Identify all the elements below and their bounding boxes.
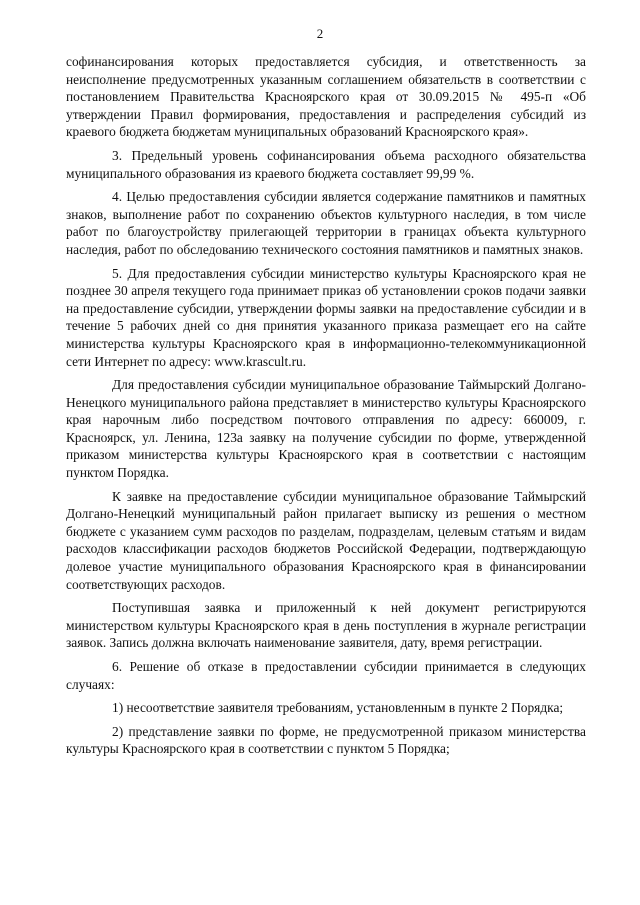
paragraph-4-subsidy-purpose: 4. Целью предоставления субсидии является содержание памятников и памятных знаков, выполнение работ по сохранению объектов культурного наследия, в том числе работ по благоустройству прилегающей территории в границах объекта культурного наследия, работ по обследованию технического состояния памятников и памятных знаков. <box>66 189 586 257</box>
paragraph-registration: Поступившая заявка и приложенный к ней документ регистрируются министерством культуры Красноярского края в день поступления в журнале регистрации заявок. Запись должна включать наименование заявителя, дату, время регистрации. <box>66 600 586 651</box>
paragraph-5-order-deadline: 5. Для предоставления субсидии министерство культуры Красноярского края не позднее 30 апреля текущего года принимает приказ об установлении сроков подачи заявки на предоставление субсидии, утверждении формы заявки на предоставление субсидии и в течение 5 рабочих дней со дня принятия указанного приказа размещает его на сайте министерства культуры Красноярского края в информационно-телекоммуникационной сети Интернет по адресу: www.krascult.ru. <box>66 265 586 369</box>
paragraph-cofinancing-continuation: софинансирования которых предоставляется субсидия, и ответственность за неисполнение предусмотренных указанным соглашением обязательств в соответствии с постановлением Правительства Красноярского края от 30.09.2015 № 495-п «Об утверждении Правил формирования, предоставления и распределения субсидий из краевого бюджета бюджетам муниципальных образований Красноярского края». <box>66 54 586 140</box>
list-item-refusal-2: 2) представление заявки по форме, не предусмотренной приказом министерства культуры Красноярского края в соответствии с пунктом 5 Порядка; <box>66 723 586 757</box>
list-item-refusal-1: 1) несоответствие заявителя требованиям, установленным в пункте 2 Порядка; <box>112 700 564 716</box>
page-number: 2 <box>316 26 324 41</box>
paragraph-budget-extract: К заявке на предоставление субсидии муниципальное образование Таймырский Долгано-Ненецкий муниципальный район прилагает выписку из решения о местном бюджете с указанием сумм расходов по разделам, подразделам, целевым статьям и видам расходов классификации расходов бюджетов Российской Федерации, подтверждающую долевое участие муниципального образования Красноярского края в финансировании соответствующих расходов. <box>66 488 586 592</box>
paragraph-6-refusal-decision: 6. Решение об отказе в предоставлении субсидии принимается в следующих случаях: <box>66 659 586 692</box>
paragraph-3-cofinancing-level: 3. Предельный уровень софинансирования объема расходного обязательства муниципального образования из краевого бюджета составляет 99,99 %. <box>66 147 586 181</box>
paragraph-application-submission: Для предоставления субсидии муниципальное образование Таймырский Долгано-Ненецкого муниципального района представляет в министерство культуры Красноярского края нарочным либо посредством почтового отправления по адресу: 660009, г. Красноярск, ул. Ленина, 123а заявку на получение субсидии по форме, утвержденной приказом министерства культуры Красноярского края в соответствии с настоящим пунктом Порядка. <box>66 377 586 481</box>
